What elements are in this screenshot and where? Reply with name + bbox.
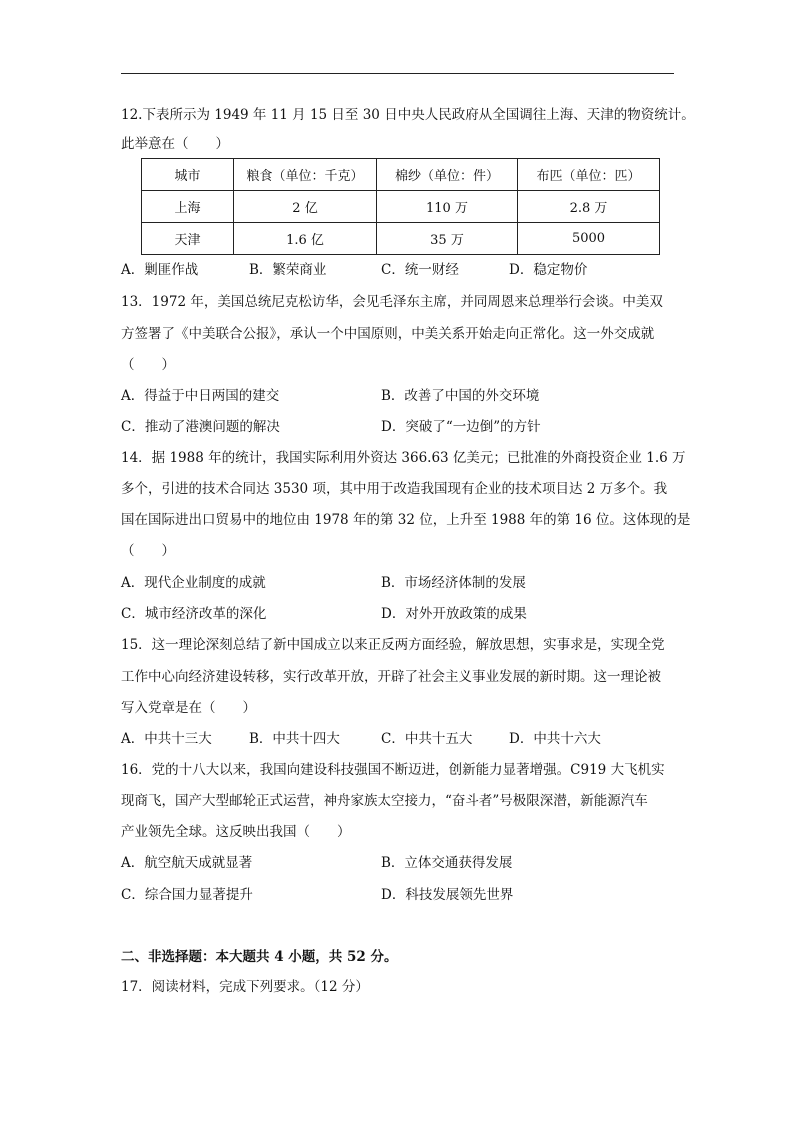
table-cell: 110 万: [377, 191, 518, 223]
q12-stem-line1: 12.下表所示为 1949 年 11 月 15 日至 30 日中央人民政府从全国调往上海、天津的物资统计。: [121, 107, 695, 123]
table-header-cell: 粮食（单位：千克）: [234, 159, 377, 191]
q14-stem-line4: （ ）: [121, 543, 175, 559]
table-header-cell: 棉纱（单位：件）: [377, 159, 518, 191]
q14-stem-line2: 多个，引进的技术合同达 3530 项，其中用于改造我国现有企业的技术项目达 2 万多个。我: [121, 481, 668, 497]
section-heading: 二、非选择题：本大题共 4 小题，共 52 分。: [121, 949, 398, 965]
q16-option-a[interactable]: A．航空航天成就显著: [121, 855, 253, 871]
table-cell: 天津: [142, 223, 234, 255]
q13-option-b[interactable]: B．改善了中国的外交环境: [381, 388, 540, 404]
table-header-cell: 城市: [142, 159, 234, 191]
q14-option-d[interactable]: D．对外开放政策的成果: [381, 606, 527, 622]
table-cell: 上海: [142, 191, 234, 223]
header-rule: [121, 73, 674, 74]
q17-stem-line1: 17．阅读材料，完成下列要求。（12 分）: [121, 979, 369, 995]
q13-stem-line3: （ ）: [121, 357, 175, 373]
q14-option-b[interactable]: B．市场经济体制的发展: [381, 575, 526, 591]
q15-stem-line3: 写入党章是在（ ）: [121, 700, 256, 716]
q15-stem-line1: 15．这一理论深刻总结了新中国成立以来正反两方面经验，解放思想，实事求是，实现全党: [121, 637, 665, 653]
q12-option-b[interactable]: B．繁荣商业: [249, 262, 327, 278]
table-row: [142, 223, 660, 255]
table-row: [142, 191, 660, 223]
q13-stem-line1: 13．1972 年，美国总统尼克松访华，会见毛泽东主席，并同周恩来总理举行会谈。中美双: [121, 294, 663, 310]
q16-option-d[interactable]: D．科技发展领先世界: [381, 887, 514, 903]
q16-option-b[interactable]: B．立体交通获得发展: [381, 855, 513, 871]
q15-option-b[interactable]: B．中共十四大: [249, 731, 340, 747]
q13-option-c[interactable]: C．推动了港澳问题的解决: [121, 419, 280, 435]
q16-stem-line3: 产业领先全球。这反映出我国（ ）: [121, 824, 351, 840]
table-header-cell: 布匹（单位：匹）: [518, 159, 660, 191]
q15-option-a[interactable]: A．中共十三大: [121, 731, 212, 747]
table-cell: 2.8 万: [518, 191, 660, 223]
table-header-row: [142, 159, 660, 191]
table-cell: 1.6 亿: [234, 223, 377, 255]
q14-option-c[interactable]: C．城市经济改革的深化: [121, 606, 267, 622]
q15-stem-line2: 工作中心向经济建设转移，实行改革开放，开辟了社会主义事业发展的新时期。这一理论被: [121, 669, 661, 685]
q12-option-d[interactable]: D．稳定物价: [509, 262, 588, 278]
q13-option-d[interactable]: D．突破了“一边倒”的方针: [381, 419, 541, 435]
q15-option-c[interactable]: C．中共十五大: [381, 731, 473, 747]
q14-stem-line1: 14．据 1988 年的统计，我国实际利用外资达 366.63 亿美元；已批准的外商投资企业 1.6 万: [121, 450, 686, 466]
q15-option-d[interactable]: D．中共十六大: [509, 731, 601, 747]
q13-option-a[interactable]: A．得益于中日两国的建交: [121, 388, 280, 404]
q14-option-a[interactable]: A．现代企业制度的成就: [121, 575, 266, 591]
table-cell: 2 亿: [234, 191, 377, 223]
q16-stem-line2: 现商飞，国产大型邮轮正式运营，神舟家族太空接力，“奋斗者”号极限深潜，新能源汽车: [121, 793, 648, 809]
q12-option-c[interactable]: C．统一财经: [381, 262, 459, 278]
table-cell: 5000: [518, 223, 660, 255]
q12-stem-line2: 此举意在（ ）: [121, 136, 229, 152]
q12-material-table: [141, 158, 660, 255]
q13-stem-line2: 方签署了《中美联合公报》，承认一个中国原则，中美关系开始走向正常化。这一外交成就: [121, 326, 655, 342]
q16-option-c[interactable]: C．综合国力显著提升: [121, 887, 253, 903]
q16-stem-line1: 16．党的十八大以来，我国向建设科技强国不断迈进，创新能力显著增强。C919 大飞机实: [121, 762, 665, 778]
q12-option-a[interactable]: A．剿匪作战: [121, 262, 199, 278]
q14-stem-line3: 国在国际进出口贸易中的地位由 1978 年的第 32 位，上升至 1988 年的第 16 位。这体现的是: [121, 512, 691, 528]
table-cell: 35 万: [377, 223, 518, 255]
